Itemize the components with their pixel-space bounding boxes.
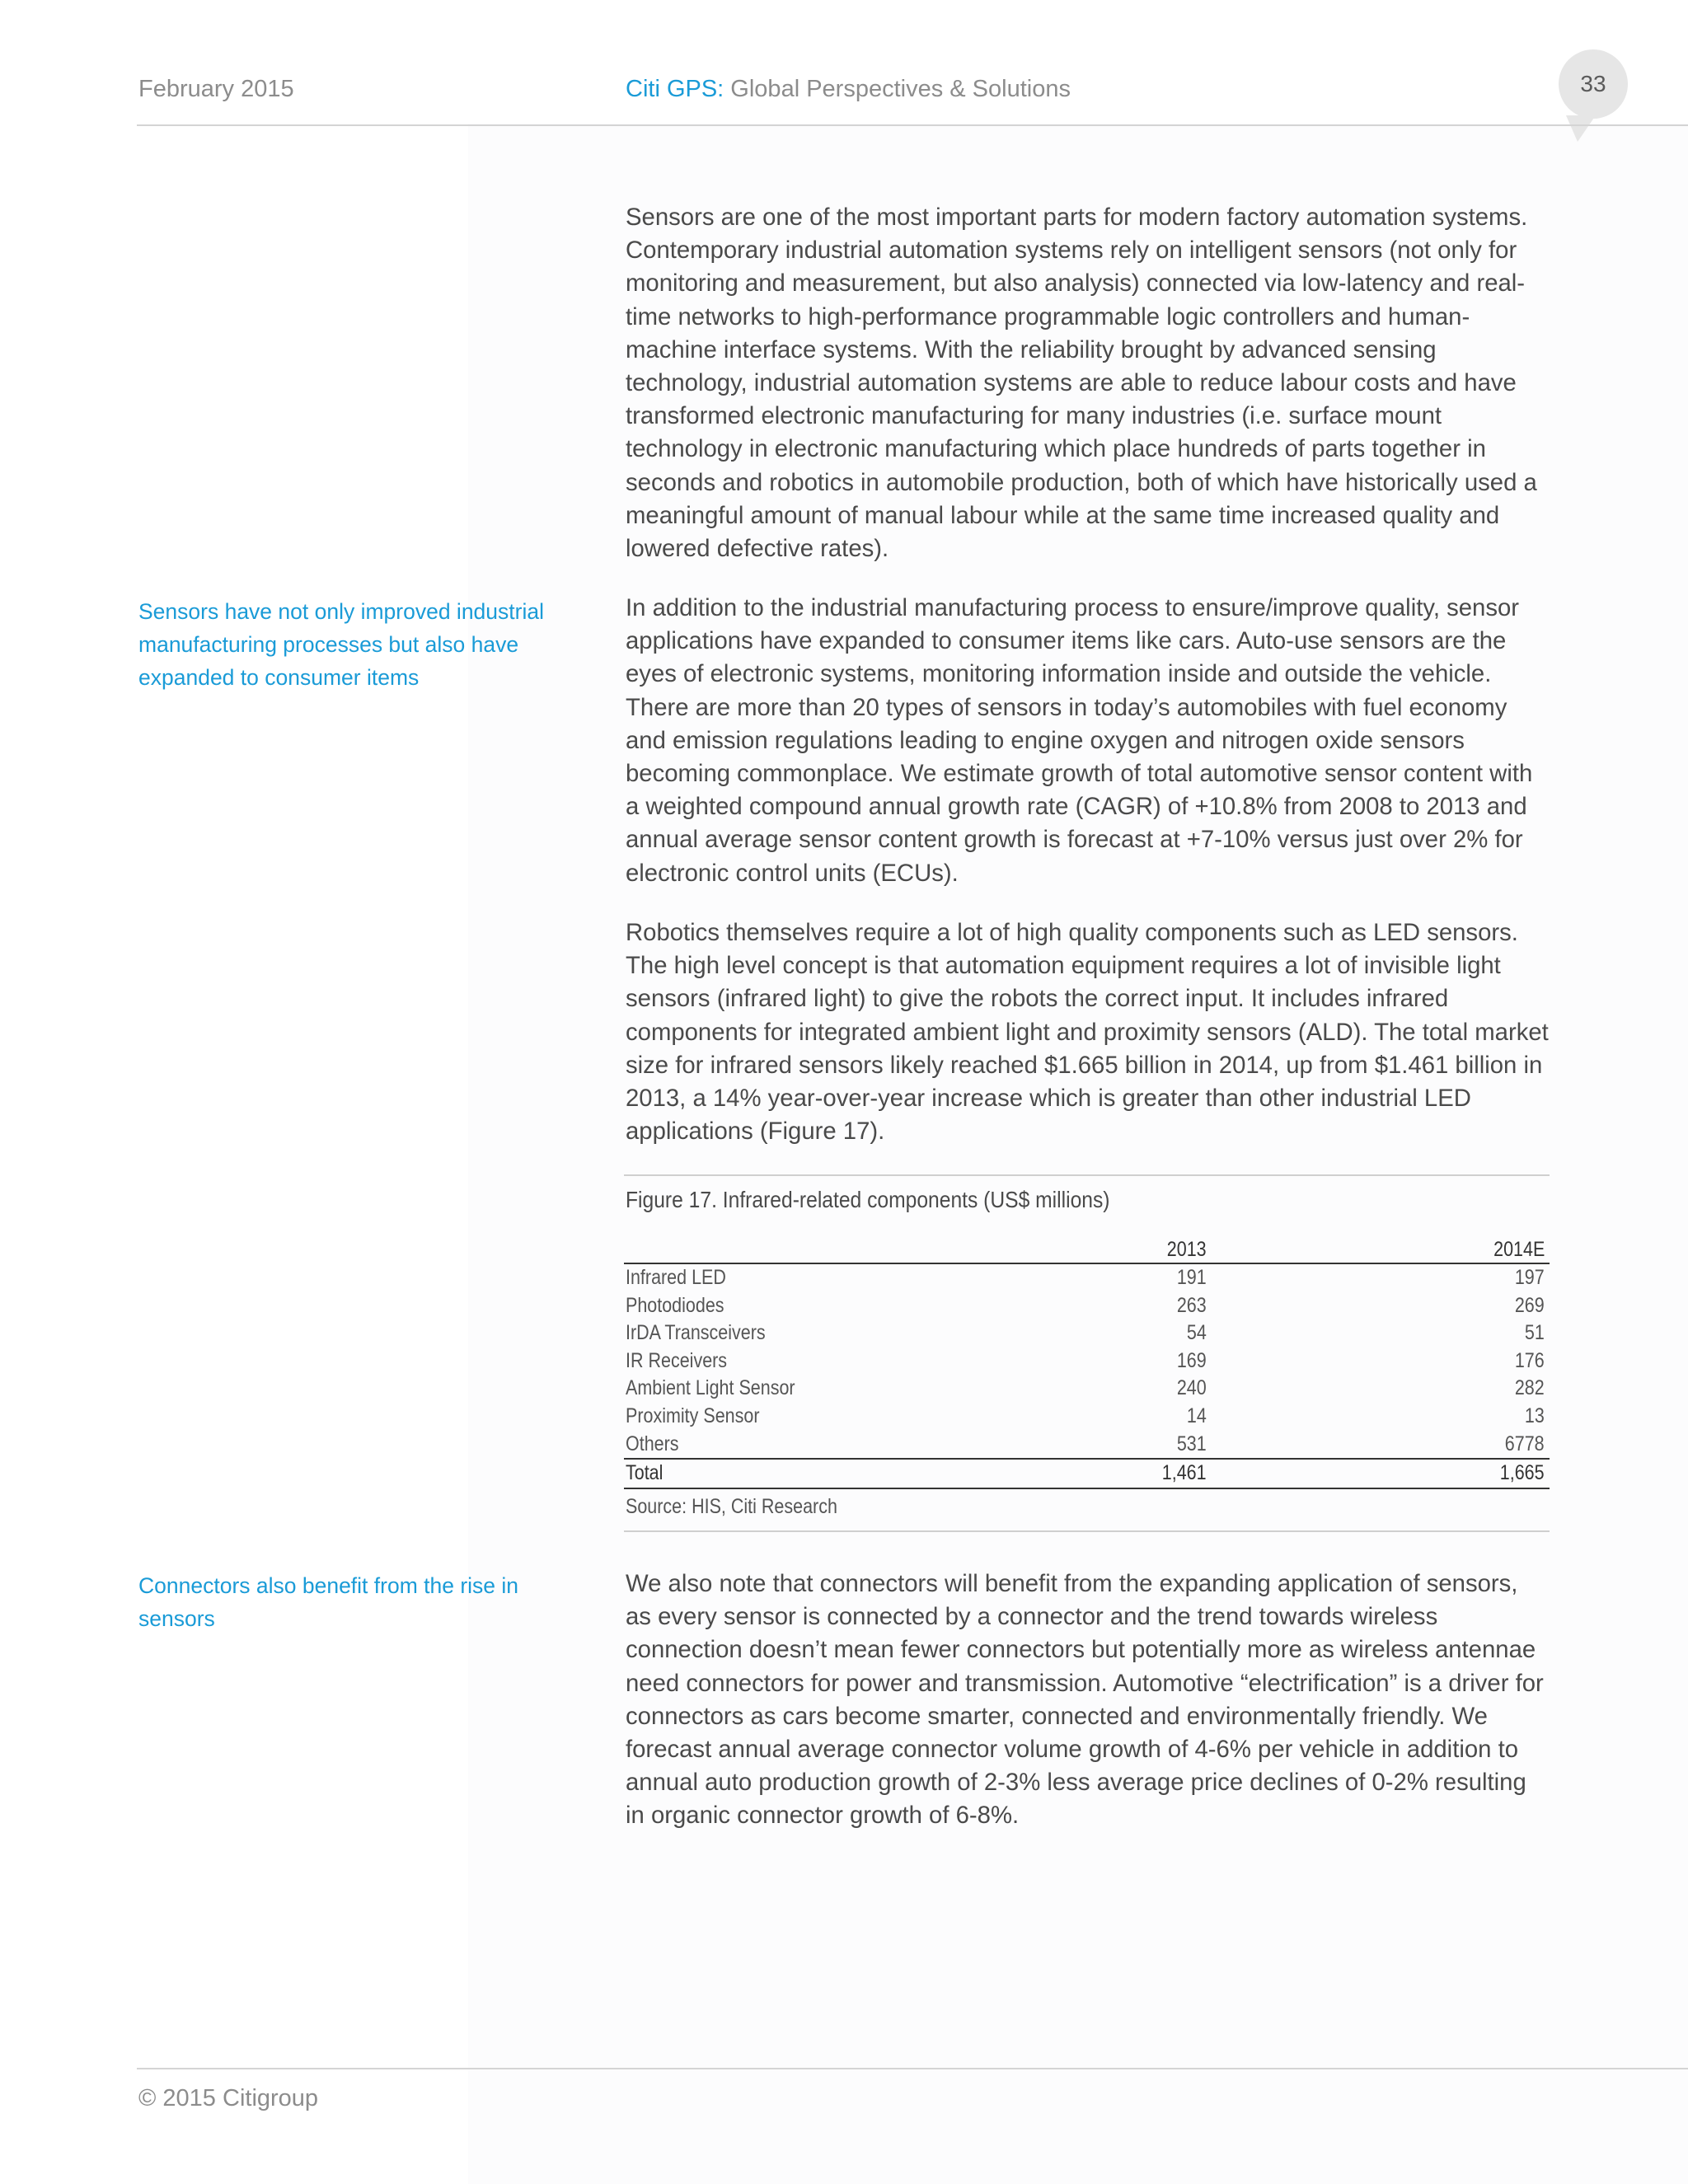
value-2013: 531	[1177, 1432, 1207, 1455]
header-brand: Citi GPS:	[626, 76, 724, 102]
value-2014e: 269	[1515, 1293, 1545, 1317]
table-row	[624, 1375, 1550, 1403]
value-2013: 240	[1177, 1376, 1207, 1400]
value-2013: 54	[1187, 1321, 1207, 1345]
figure-bottom-rule	[624, 1530, 1550, 1532]
value-2013: 169	[1177, 1348, 1207, 1372]
table-row	[624, 1319, 1550, 1347]
value-2013: 263	[1177, 1293, 1207, 1317]
value-2014e: 6778	[1505, 1432, 1545, 1455]
value-2013: 191	[1177, 1266, 1207, 1289]
header-date: February 2015	[138, 76, 294, 102]
row-label: Proximity Sensor	[626, 1404, 760, 1427]
value-2014e: 51	[1525, 1321, 1545, 1345]
page-number: 33	[1580, 71, 1606, 96]
value-2014e: 197	[1515, 1266, 1545, 1289]
value-2014e: 176	[1515, 1348, 1545, 1372]
page-number-badge	[1559, 49, 1628, 119]
figure-top-rule	[624, 1174, 1550, 1176]
footer-divider	[137, 2068, 1688, 2069]
sidenote-connectors: Connectors also benefit from the rise in sensors	[138, 1573, 519, 1631]
row-label: Ambient Light Sensor	[626, 1376, 795, 1400]
paragraph-connectors: We also note that connectors will benefit from the expanding application of sensors, as every sensor is connected by a connector and the trend towards wireless connection doesn’t mean fewer connectors but potentially more as wireless antennae need connectors for power and transmission. Automotive “electrification” is a driver for connectors as cars become smarter, connected and environmentally friendly. We forecast annual average connector volume growth of 4-6% per vehicle in addition to annual auto production growth of 2-3% less average price declines of 0-2% resulting in organic connector growth of 6-8%.	[626, 1570, 1544, 1830]
paragraph-robotics: Robotics themselves require a lot of high quality components such as LED sensors. The high level concept is that automation equipment requires a lot of invisible light sensors (infrared light) to give the robots the correct input. It includes infrared components for integrated ambient light and proximity sensors (ALD). The total market size for infrared sensors likely reached $1.665 billion in 2014, up from $1.461 billion in 2013, a 14% year-over-year increase which is greater than other industrial LED applications (Figure 17).	[626, 919, 1549, 1146]
header-subtitle: Global Perspectives & Solutions	[724, 76, 1071, 102]
table-row	[624, 1347, 1550, 1376]
table-row	[624, 1264, 1550, 1292]
total-2013: 1,461	[1162, 1461, 1207, 1485]
table-row	[624, 1403, 1550, 1431]
table-header-row	[624, 1236, 1550, 1264]
paragraph-consumer-sensors: In addition to the industrial manufacturing process to ensure/improve quality, sensor applications have expanded to consumer items like cars. Auto-use sensors are the eyes of electronic systems, monitoring information inside and outside the vehicle. There are more than 20 types of sensors in today’s automobiles with fuel economy and emission regulations leading to engine oxygen and nitrogen oxide sensors becoming commonplace. We estimate growth of total automotive sensor content with a weighted compound annual growth rate (CAGR) of +10.8% from 2008 to 2013 and annual average sensor content growth is forecast at +7-10% versus just over 2% for electronic control units (ECUs).	[626, 594, 1533, 887]
figure-source: Source: HIS, Citi Research	[626, 1495, 837, 1518]
total-2014e: 1,665	[1500, 1461, 1545, 1485]
table-row	[624, 1431, 1550, 1459]
paragraph-sensors-automation: Sensors are one of the most important parts for modern factory automation systems. Contemporary industrial automation systems rely on intelligent sensors (not only for monitoring and measurement, but also analysis) connected via low-latency and real-time networks to high-performance programmable logic controllers and human-machine interface systems. With the reliability brought by advanced sensing technology, industrial automation systems are able to reduce labour costs and have transformed electronic manufacturing for many industries (i.e. surface mount technology in electronic manufacturing which place hundreds of parts together in seconds and robotics in automobile production, both of which have historically used a meaningful amount of manual labour while at the same time increased quality and lowered defective rates).	[626, 204, 1537, 563]
header-title	[626, 76, 1071, 103]
page-badge-pointer	[1566, 115, 1596, 142]
footer-copyright: © 2015 Citigroup	[138, 2085, 319, 2111]
table-total-row	[624, 1458, 1550, 1489]
row-label: IrDA Transceivers	[626, 1321, 766, 1345]
sidenote-sensors: Sensors have not only improved industrial manufacturing processes but also have expanded to consumer items	[138, 599, 544, 690]
column-header-2014e: 2014E	[1493, 1238, 1545, 1261]
row-label: IR Receivers	[626, 1348, 728, 1372]
figure-title: Figure 17. Infrared-related components (US$ millions)	[626, 1187, 1110, 1212]
column-header-2013: 2013	[1167, 1238, 1207, 1261]
figure-table	[624, 1236, 1550, 1489]
row-label: Infrared LED	[626, 1266, 726, 1289]
row-label: Others	[626, 1432, 679, 1455]
value-2014e: 282	[1515, 1376, 1545, 1400]
table-row	[624, 1292, 1550, 1320]
value-2013: 14	[1187, 1404, 1207, 1427]
header-divider	[137, 124, 1688, 126]
total-label: Total	[626, 1461, 663, 1485]
value-2014e: 13	[1525, 1404, 1545, 1427]
row-label: Photodiodes	[626, 1293, 724, 1317]
